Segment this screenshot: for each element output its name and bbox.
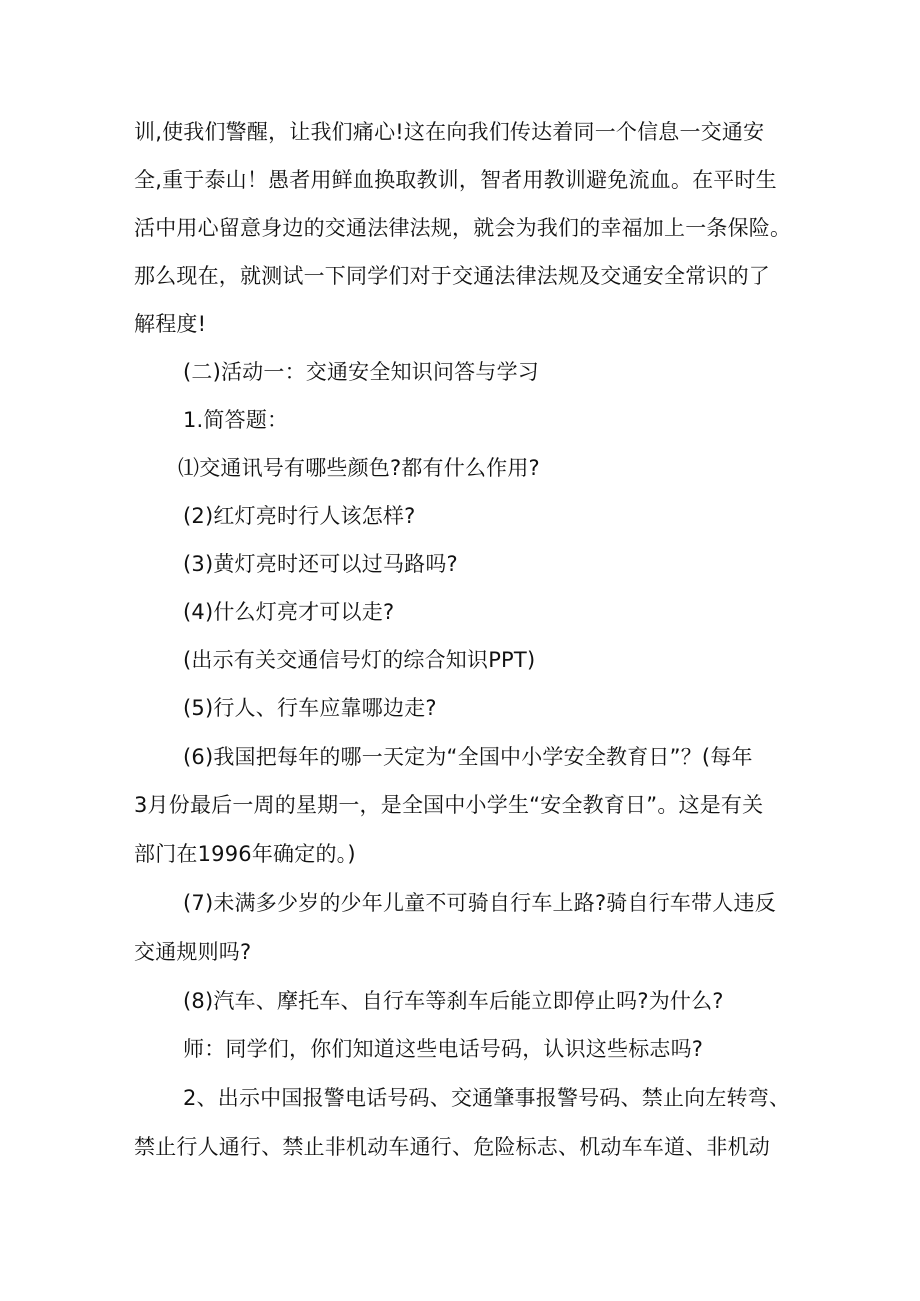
question-heading: 2、出示中国报警电话号码、交通肇事报警号码、禁止向左转弯、	[183, 1086, 791, 1110]
question-item: (4)什么灯亮才可以走?	[183, 600, 395, 624]
paragraph-line: 禁止行人通行、禁止非机动车通行、危险标志、机动车车道、非机动	[134, 1135, 770, 1159]
note-line: (出示有关交通信号灯的综合知识PPT)	[183, 648, 536, 672]
question-item: ⑴交通讯号有哪些颜色?都有什么作用?	[178, 456, 540, 480]
paragraph-line: 解程度!	[134, 312, 207, 336]
paragraph-line: 全,重于泰山！愚者用鲜血换取教训，智者用教训避免流血。在平时生	[134, 168, 777, 192]
question-item: (8)汽车、摩托车、自行车等刹车后能立即停止吗?为什么?	[183, 989, 724, 1013]
question-item: (2)红灯亮时行人该怎样?	[183, 504, 416, 528]
section-heading: (二)活动一：交通安全知识问答与学习	[183, 360, 539, 384]
question-item: (3)黄灯亮时还可以过马路吗?	[183, 552, 458, 576]
question-item: (6)我国把每年的哪一天定为“全国中小学安全教育日”？(每年	[183, 745, 753, 769]
question-item: (5)行人、行车应靠哪边走?	[183, 696, 437, 720]
paragraph-line: 那么现在，就测试一下同学们对于交通法律法规及交通安全常识的了	[134, 264, 770, 288]
paragraph-line: 训,使我们警醒，让我们痛心!这在向我们传达着同一个信息一交通安	[134, 120, 765, 144]
question-heading: 1.简答题：	[183, 408, 289, 432]
teacher-line: 师：同学们，你们知道这些电话号码，认识这些标志吗?	[183, 1037, 704, 1061]
paragraph-line: 部门在1996年确定的。)	[134, 842, 356, 866]
paragraph-line: 3月份最后一周的星期一，是全国中小学生“安全教育日”。这是有关	[134, 793, 764, 817]
question-item: (7)未满多少岁的少年儿童不可骑自行车上路?骑自行车带人违反	[183, 891, 776, 915]
paragraph-line: 活中用心留意身边的交通法律法规，就会为我们的幸福加上一条保险。	[134, 216, 792, 240]
paragraph-line: 交通规则吗?	[134, 940, 252, 964]
